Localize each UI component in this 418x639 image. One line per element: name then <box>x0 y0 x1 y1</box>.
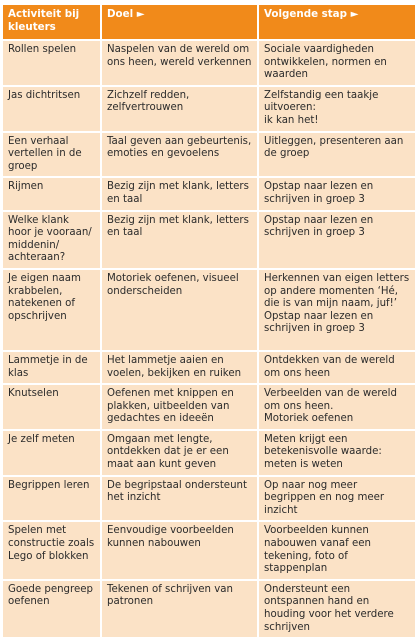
table-row <box>3 212 415 268</box>
table-row <box>3 522 415 578</box>
cell-next-step: Opstap naar lezen en schrijven in groep 3 <box>257 212 415 268</box>
cell-next-step: Herkennen van eigen letters op andere momenten ‘Hé, die is van mijn naam, juf!’ Opstap naar lezen en schrijven in groep 3 <box>257 270 415 350</box>
table-row <box>3 385 415 429</box>
cell-activity: Je eigen naam krabbelen, natekenen of opschrijven <box>3 270 100 350</box>
cell-activity: Lammetje in de klas <box>3 352 100 383</box>
cell-next-step: Voorbeelden kunnen nabouwen vanaf een tekening, foto of stappenplan <box>257 522 415 578</box>
cell-goal: Zichzelf redden, zelfvertrouwen <box>100 87 257 131</box>
header-goal: Doel ► <box>100 5 257 39</box>
table-row <box>3 178 415 209</box>
cell-next-step: Ondersteunt een ontspannen hand en houding voor het verdere schrijven <box>257 581 415 637</box>
table-row <box>3 581 415 637</box>
cell-goal: Eenvoudige voorbeelden kunnen nabouwen <box>100 522 257 578</box>
cell-activity: Je zelf meten <box>3 431 100 475</box>
cell-goal: Tekenen of schrijven van patronen <box>100 581 257 637</box>
table-row <box>3 352 415 383</box>
cell-next-step: Ontdekken van de wereld om ons heen <box>257 352 415 383</box>
cell-goal: De begripstaal ondersteunt het inzicht <box>100 477 257 521</box>
cell-activity: Rollen spelen <box>3 41 100 85</box>
cell-next-step: Op naar nog meer begrippen en nog meer inzicht <box>257 477 415 521</box>
cell-goal: Oefenen met knippen en plakken, uitbeelden van gedachtes en ideeën <box>100 385 257 429</box>
table-row <box>3 477 415 521</box>
cell-goal: Motoriek oefenen, visueel onderscheiden <box>100 270 257 350</box>
table-row <box>3 270 415 350</box>
cell-next-step: Verbeelden van de wereld om ons heen. Motoriek oefenen <box>257 385 415 429</box>
cell-next-step: Opstap naar lezen en schrijven in groep 3 <box>257 178 415 209</box>
cell-activity: Goede pengreep oefenen <box>3 581 100 637</box>
cell-next-step: Sociale vaardigheden ontwikkelen, normen en waarden <box>257 41 415 85</box>
cell-goal: Taal geven aan gebeurtenis, emoties en gevoelens <box>100 133 257 177</box>
table-row <box>3 133 415 177</box>
table-row <box>3 431 415 475</box>
cell-goal: Het lammetje aaien en voelen, bekijken en ruiken <box>100 352 257 383</box>
header-activity: Activiteit bij kleuters <box>3 5 100 39</box>
cell-activity: Jas dichtritsen <box>3 87 100 131</box>
cell-next-step: Meten krijgt een betekenisvolle waarde: meten is weten <box>257 431 415 475</box>
cell-activity: Een verhaal vertellen in de groep <box>3 133 100 177</box>
cell-goal: Omgaan met lengte, ontdekken dat je er een maat aan kunt geven <box>100 431 257 475</box>
cell-next-step: Zelfstandig een taakje uitvoeren: ik kan het! <box>257 87 415 131</box>
cell-activity: Begrippen leren <box>3 477 100 521</box>
cell-goal: Naspelen van de wereld om ons heen, wereld verkennen <box>100 41 257 85</box>
table-row <box>3 41 415 85</box>
cell-activity: Rijmen <box>3 178 100 209</box>
cell-next-step: Uitleggen, presenteren aan de groep <box>257 133 415 177</box>
table-header-row <box>3 5 415 39</box>
cell-activity: Spelen met constructie zoals Lego of blokken <box>3 522 100 578</box>
cell-goal: Bezig zijn met klank, letters en taal <box>100 212 257 268</box>
table-row <box>3 87 415 131</box>
activities-table <box>3 3 415 639</box>
cell-activity: Knutselen <box>3 385 100 429</box>
cell-goal: Bezig zijn met klank, letters en taal <box>100 178 257 209</box>
cell-activity: Welke klank hoor je vooraan/ middenin/ achteraan? <box>3 212 100 268</box>
header-next-step: Volgende stap ► <box>257 5 415 39</box>
